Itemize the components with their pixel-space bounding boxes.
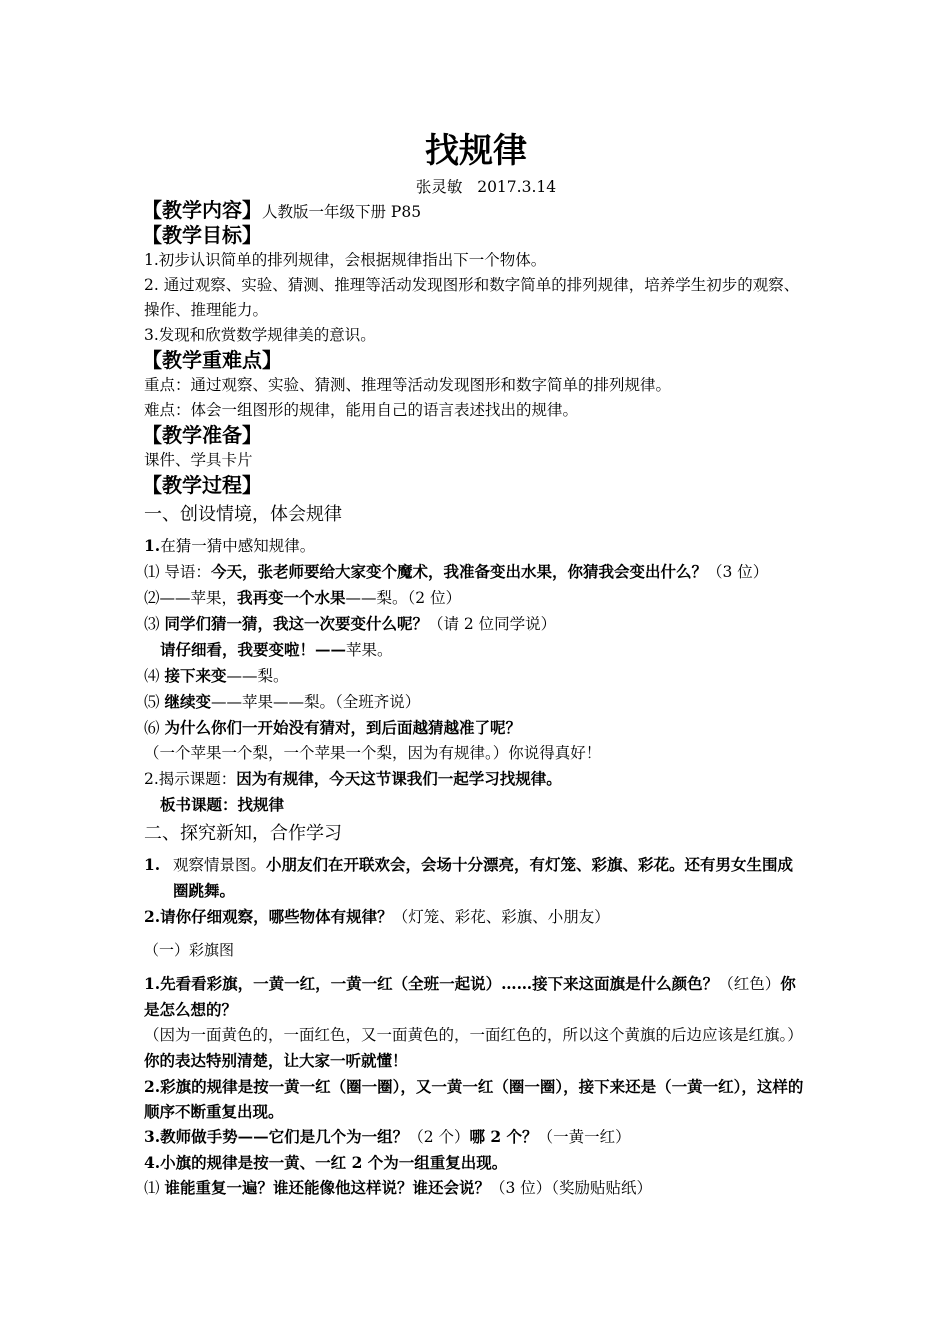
keypoints-heading: 【教学重难点】 xyxy=(142,348,282,372)
prep-heading: 【教学准备】 xyxy=(142,423,262,447)
process-heading: 【教学过程】 xyxy=(142,473,262,497)
step-note: （因为一面黄色的，一面红色，又一面黄色的，一面红色的，所以这个黄旗的后边应该是红旗。） xyxy=(144,1026,803,1044)
goal-item: 3.发现和欣赏数学规律美的意识。 xyxy=(144,326,376,344)
keypoint-item: 重点：通过观察、实验、猜测、推理等活动发现图形和数字简单的排列规律。 xyxy=(144,376,672,394)
step-note: （3 位） xyxy=(706,563,769,581)
step-paragraph xyxy=(144,852,808,904)
prep-text: 课件、学具卡片 xyxy=(144,451,253,469)
step-paragraph: 2.彩旗的规律是按一黄一红（圈一圈），又一黄一红（圈一圈），接下来还是（一黄一红），这样的顺序不断重复出现。 xyxy=(144,1077,804,1121)
step-emphasis: 小朋友们在开联欢会，会场十分漂亮，有灯笼、彩旗、彩花。还有男女生围成圈跳舞。 xyxy=(173,855,794,900)
author-line xyxy=(144,176,808,198)
step-lead: ⑵——苹果， xyxy=(144,589,238,607)
step-paragraph xyxy=(144,689,808,715)
step-emphasis: 2.请你仔细观察，哪些物体有规律？ xyxy=(144,907,393,926)
step-emphasis: 因为有规律，今天这节课我们一起学习找规律。 xyxy=(236,769,562,788)
step-lead: ⑴ 导语： xyxy=(144,563,211,581)
step-number: 1. xyxy=(144,536,161,555)
step-emphasis: 为什么你们一开始没有猜对，到后面越猜越准了呢？ xyxy=(164,718,521,737)
step-paragraph xyxy=(144,715,808,741)
step-note: （一黄一红） xyxy=(537,1128,631,1146)
step-paragraph: 4.小旗的规律是按一黄、一红 2 个为一组重复出现。 xyxy=(144,1153,508,1172)
step-lead: 观察情景图。 xyxy=(173,856,267,874)
step-emphasis: 3.教师做手势——它们是几个为一组？ xyxy=(144,1127,409,1146)
step-paragraph xyxy=(144,1023,808,1074)
step-note: （3 位）（奖励贴贴纸） xyxy=(489,1179,652,1197)
content-heading: 【教学内容】 xyxy=(142,198,262,222)
step-emphasis: 今天，张老师要给大家变个魔术，我准备变出水果，你猜我会变出什么？ xyxy=(210,562,707,581)
step-paragraph xyxy=(144,663,808,689)
step-paragraph xyxy=(144,611,808,637)
step-text xyxy=(173,852,808,904)
goal-item: 1.初步认识简单的排列规律，会根据规律指出下一个物体。 xyxy=(144,251,547,269)
step-note: （2 个） xyxy=(408,1128,470,1146)
step-note: ——梨。 xyxy=(226,667,289,685)
step-emphasis: 你的表达特别清楚，让大家一听就懂！ xyxy=(144,1051,408,1070)
author-date: 2017.3.14 xyxy=(477,178,557,196)
step-emphasis: 谁能重复一遍？谁还能像他这样说？谁还会说？ xyxy=(164,1178,490,1197)
step-lead: ⑷ xyxy=(144,667,165,685)
step-note: ——梨。（2 位） xyxy=(345,589,462,607)
step-lead: ⑸ xyxy=(144,693,165,711)
step-emphasis: 1.先看看彩旗，一黄一红，一黄一红（全班一起说）……接下来这面旗是什么颜色？ xyxy=(144,974,719,993)
step-lead: ⑹ xyxy=(144,719,165,737)
step-note: ——苹果——梨。（全班齐说） xyxy=(210,693,421,711)
author-name: 张灵敏 xyxy=(415,178,463,196)
step-paragraph xyxy=(144,585,808,611)
step-note: （红色） xyxy=(718,975,781,993)
doc-title: 找规律 xyxy=(425,131,527,171)
step-paragraph xyxy=(144,904,808,930)
goals-heading: 【教学目标】 xyxy=(142,223,262,247)
step-emphasis: 同学们猜一猜，我这一次要变什么呢？ xyxy=(164,614,428,633)
step-paragraph xyxy=(144,971,808,1023)
step-paragraph xyxy=(144,1175,808,1201)
step-emphasis: 哪 2 个？ xyxy=(469,1127,538,1146)
section-heading: 一、创设情境，体会规律 xyxy=(144,504,342,525)
step-paragraph xyxy=(144,637,808,663)
step-note: （请 2 位同学说） xyxy=(427,615,557,633)
board-title: 板书课题：找规律 xyxy=(160,795,285,814)
step-emphasis: 你是怎么想的？ xyxy=(144,974,796,1019)
step-paragraph xyxy=(144,766,808,792)
subsection-heading: （一）彩旗图 xyxy=(144,941,235,959)
step-number: 1. xyxy=(144,855,161,874)
step-paragraph xyxy=(144,559,808,585)
step-lead: ⑶ xyxy=(144,615,165,633)
step-emphasis: 我再变一个水果 xyxy=(237,588,346,607)
step-emphasis: 继续变 xyxy=(164,692,211,711)
content-heading-row xyxy=(142,198,808,223)
step-emphasis: 接下来变 xyxy=(164,666,227,685)
step-note: 苹果。 xyxy=(346,641,393,659)
spacer xyxy=(144,963,808,971)
goal-item: 2. 通过观察、实验、猜测、推理等活动发现图形和数字简单的排列规律，培养学生初步的观察、操作、推理能力。 xyxy=(144,276,800,319)
step-lead: 2.揭示课题： xyxy=(144,770,237,788)
spacer xyxy=(144,930,808,938)
keypoint-item: 难点：体会一组图形的规律，能用自己的语言表述找出的规律。 xyxy=(144,401,579,419)
section-heading: 二、探究新知，合作学习 xyxy=(144,823,342,844)
step-paragraph xyxy=(144,1124,808,1150)
step-text: 在猜一猜中感知规律。 xyxy=(160,537,316,555)
content-text: 人教版一年级下册 P85 xyxy=(262,203,422,221)
step-note: （灯笼、彩花、彩旗、小朋友） xyxy=(392,908,610,926)
document-body xyxy=(144,130,808,1201)
step-emphasis: 请仔细看，我要变啦！—— xyxy=(160,640,347,659)
step-paragraph xyxy=(144,533,808,559)
step-lead: ⑴ xyxy=(144,1179,165,1197)
step-paragraph: （一个苹果一个梨，一个苹果一个梨，因为有规律。）你说得真好！ xyxy=(144,744,602,762)
